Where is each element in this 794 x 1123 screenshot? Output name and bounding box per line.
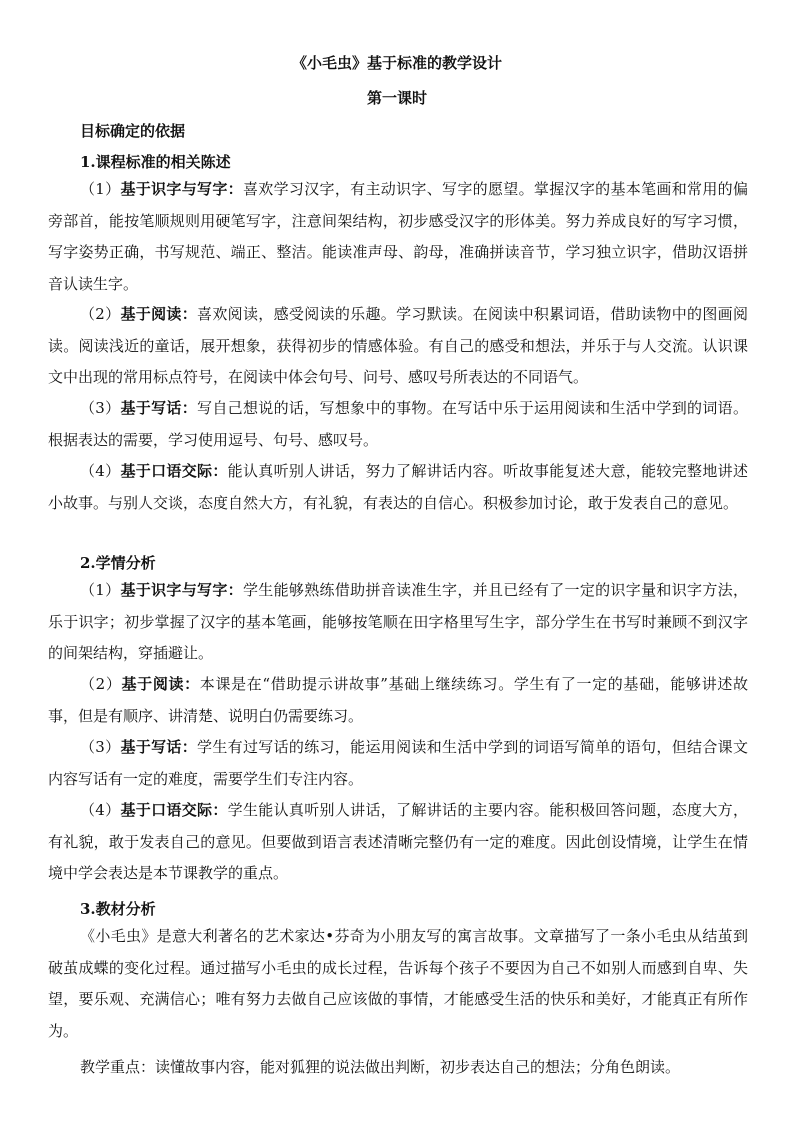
- teaching-key-points: 教学重点：读懂故事内容，能对狐狸的说法做出判断，初步表达自己的想法；分角色朗读。: [80, 1058, 681, 1076]
- section-heading-standards: 1.课程标准的相关陈述: [80, 153, 231, 171]
- item-label: 基于口语交际：: [120, 462, 228, 480]
- item-label: 基于识字与写字：: [120, 581, 243, 599]
- standards-item-reading: [48, 299, 748, 394]
- standards-item-literacy: [48, 174, 748, 300]
- item-label: 基于阅读：: [121, 675, 200, 693]
- item-text: 学生能认真听别人讲话，了解讲话的主要内容。能积极回答问题，态度大方，有礼貌，敢于发表自己的意见。但要做到语言表述清晰完整仍有一定的难度。因此创设情境，让学生在情境中学会表达是本节课教学的重点。: [48, 801, 748, 882]
- document-subtitle: 第一课时: [366, 89, 427, 107]
- item-prefix: （3）: [80, 399, 121, 417]
- item-text: 能认真听别人讲话，努力了解讲话内容。听故事能复述大意，能较完整地讲述小故事。与别人交谈，态度自然大方，有礼貌，有表达的自信心。积极参加讨论，敢于发表自己的意见。: [48, 462, 748, 512]
- item-label: 基于写话：: [120, 738, 198, 756]
- standards-item-oral: [48, 456, 748, 519]
- section-heading-learner-analysis: 2.学情分析: [80, 554, 156, 572]
- learner-item-writing: [48, 732, 748, 795]
- item-prefix: （2）: [80, 675, 122, 693]
- item-text: 写自己想说的话，写想象中的事物。在写话中乐于运用阅读和生活中学到的词语。根据表达的需要，学习使用逗号、句号、感叹号。: [48, 399, 748, 449]
- document-title: 《小毛虫》基于标准的教学设计: [291, 54, 502, 72]
- item-text: 喜欢学习汉字，有主动识字、写字的愿望。掌握汉字的基本笔画和常用的偏旁部首，能按笔顺规则用硬笔写字，注意间架结构，初步感受汉字的形体美。努力养成良好的写字习惯，写字姿势正确，书写规范、端正、整洁。能读准声母、韵母，准确拼读音节，学习独立识字，借助汉语拼音认读生字。: [48, 180, 748, 293]
- item-label: 基于口语交际：: [120, 801, 228, 819]
- item-text: 学生能够熟练借助拼音读准生字，并且已经有了一定的识字量和识字方法，乐于识字；初步掌握了汉字的基本笔画，能够按笔顺在田字格里写生字，部分学生在书写时兼顾不到汉字的间架结构，穿插避让。: [48, 581, 748, 662]
- item-label: 基于识字与写字：: [120, 180, 243, 198]
- learner-item-oral: [48, 795, 748, 890]
- textbook-analysis-paragraph: 《小毛虫》是意大利著名的艺术家达•芬奇为小朋友写的寓言故事。文章描写了一条小毛虫从结茧到破茧成蝶的变化过程。通过描写小毛虫的成长过程，告诉每个孩子不要因为自己不如别人而感到自卑、失望，要乐观、充满信心；唯有努力去做自己应该做的事情，才能感受生活的快乐和美好，才能真正有所作为。: [48, 927, 748, 1040]
- item-prefix: （1）: [80, 581, 121, 599]
- item-prefix: （4）: [80, 801, 121, 819]
- item-text: 喜欢阅读，感受阅读的乐趣。学习默读。在阅读中积累词语，借助读物中的图画阅读。阅读浅近的童话，展开想象，获得初步的情感体验。有自己的感受和想法，并乐于与人交流。认识课文中出现的常用标点符号，在阅读中体会句号、问号、感叹号所表达的不同语气。: [48, 305, 748, 386]
- item-prefix: （3）: [80, 738, 121, 756]
- item-prefix: （1）: [80, 180, 121, 198]
- item-prefix: （2）: [80, 305, 121, 323]
- section-heading-textbook-analysis: 3.教材分析: [80, 900, 156, 918]
- item-label: 基于阅读：: [120, 305, 198, 323]
- item-text: 学生有过写话的练习，能运用阅读和生活中学到的词语写简单的语句，但结合课文内容写话有一定的难度，需要学生们专注内容。: [48, 738, 748, 788]
- section-heading-basis: 目标确定的依据: [80, 122, 186, 140]
- item-label: 基于写话：: [120, 399, 198, 417]
- item-text: 本课是在“借助提示讲故事”基础上继续练习。学生有了一定的基础，能够讲述故事，但是有顺序、讲清楚、说明白仍需要练习。: [48, 675, 749, 725]
- learner-item-literacy: [48, 575, 748, 670]
- item-prefix: （4）: [80, 462, 121, 480]
- learner-item-reading: [48, 669, 748, 732]
- standards-item-writing: [48, 393, 748, 456]
